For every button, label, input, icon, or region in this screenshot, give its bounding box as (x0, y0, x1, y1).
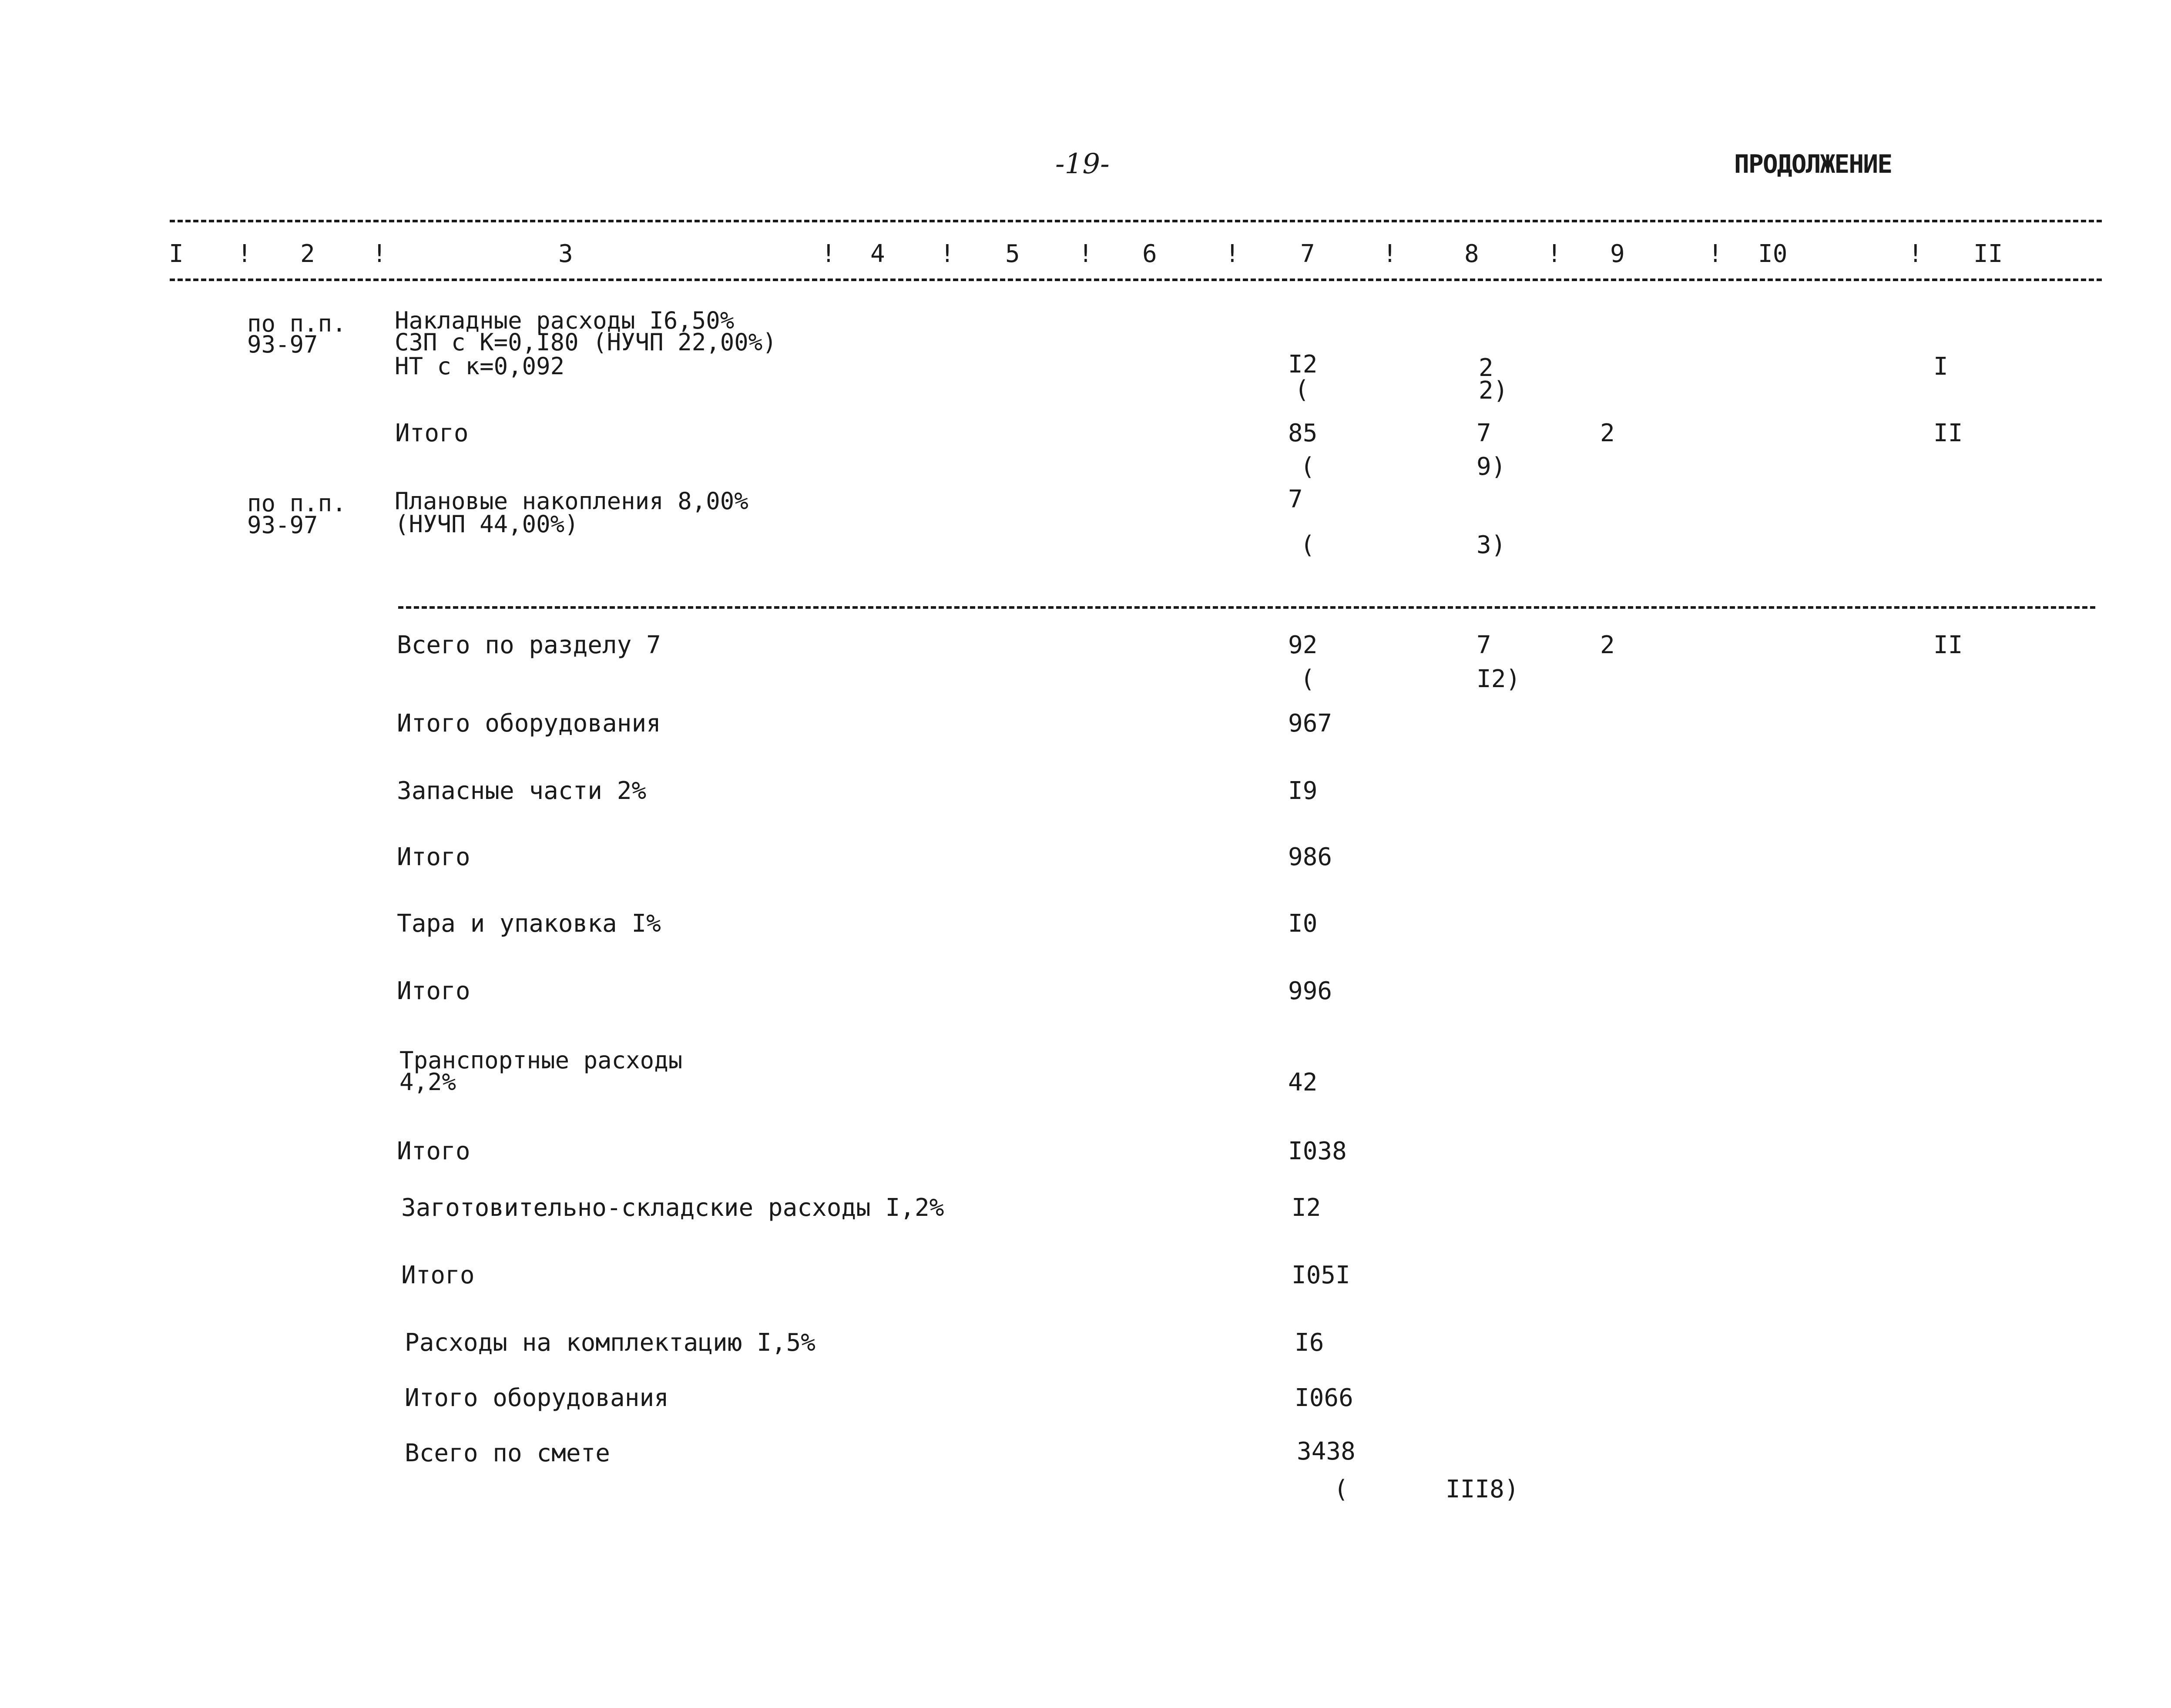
column-header-11: II (1973, 240, 2003, 268)
cell-col8: III8) (1446, 1475, 1519, 1503)
column-header-4: 4 (870, 240, 885, 268)
cell-col8: 7 (1476, 631, 1491, 659)
cell-col8: 7 (1476, 419, 1491, 447)
row-label-line2: (НУЧП 44,00%) (395, 510, 579, 538)
reference-items: 93-97 (247, 331, 318, 358)
cell-col7: I0 (1288, 909, 1318, 938)
row-label: Итого (401, 1261, 475, 1289)
column-separator: ! (1708, 240, 1723, 268)
cell-col7: 986 (1288, 843, 1332, 871)
row-label-line3: НТ с к=0,092 (395, 352, 565, 380)
row-label: Всего по смете (405, 1439, 611, 1467)
column-header-7: 7 (1300, 240, 1315, 268)
cell-col11: II (1933, 631, 1963, 659)
row-label-line2: СЗП с К=0,I80 (НУЧП 22,00%) (395, 329, 777, 356)
reference-label: по п.п. (247, 490, 346, 517)
row-label: Итого (395, 419, 469, 447)
row-label: Запасные части 2% (397, 777, 647, 805)
page-heading: ПРОДОЛЖЕНИЕ (1734, 149, 1892, 179)
column-header-5: 5 (1005, 240, 1020, 268)
page-number: -19- (1055, 148, 1110, 180)
column-header-8: 8 (1464, 240, 1479, 268)
row-label: Итого оборудования (405, 1384, 669, 1412)
cell-col8-paren: 2) (1479, 376, 1508, 405)
cell-col7: 42 (1288, 1068, 1318, 1097)
column-separator: ! (1382, 240, 1397, 268)
cell-col7-paren: ( (1300, 453, 1315, 481)
column-separator: ! (1547, 240, 1562, 268)
reference-items: 93-97 (247, 511, 318, 539)
cell-col7-paren: ( (1295, 376, 1309, 404)
column-separator: ! (1225, 240, 1240, 268)
column-header-6: 6 (1142, 240, 1157, 268)
cell-col11: I (1933, 352, 1948, 381)
cell-col7: I2 (1292, 1194, 1321, 1222)
cell-col7-paren: ( (1300, 531, 1315, 559)
section-rule (398, 606, 2095, 609)
cell-col8-paren: I2) (1476, 665, 1521, 693)
column-header-1: I (169, 240, 184, 268)
row-label: Накладные расходы I6,50% (395, 307, 735, 334)
column-header-2: 2 (300, 240, 315, 268)
column-separator: ! (821, 240, 836, 268)
cell-col7: I9 (1288, 777, 1318, 805)
column-separator: ! (1908, 240, 1923, 268)
cell-col8: 3) (1476, 531, 1506, 559)
cell-col8-paren: 9) (1476, 453, 1506, 481)
header-top-rule (170, 220, 2102, 222)
row-label: Итого (397, 977, 470, 1005)
reference-label: по п.п. (247, 310, 346, 337)
cell-col7: 996 (1288, 977, 1332, 1005)
cell-col7: 967 (1288, 709, 1332, 738)
row-label: Итого (397, 843, 470, 871)
cell-col9: 2 (1600, 419, 1615, 447)
cell-col7: 7 (1288, 485, 1303, 513)
row-label: Заготовительно-складские расходы I,2% (401, 1194, 944, 1222)
column-separator: ! (1078, 240, 1093, 268)
row-label: Всего по разделу 7 (397, 631, 661, 659)
row-label-line2: 4,2% (399, 1068, 456, 1096)
column-separator: ! (237, 240, 252, 268)
column-header-9: 9 (1610, 240, 1625, 268)
row-label: Плановые накопления 8,00% (395, 487, 748, 515)
cell-col7-paren: ( (1334, 1475, 1349, 1503)
cell-col7: I05I (1292, 1261, 1350, 1289)
row-label: Транспортные расходы (399, 1047, 683, 1074)
cell-col7: I6 (1295, 1329, 1324, 1357)
row-label: Тара и упаковка I% (397, 909, 661, 938)
column-header-10: I0 (1758, 240, 1788, 268)
row-label: Расходы на комплектацию I,5% (405, 1329, 816, 1357)
cell-col7: 3438 (1297, 1437, 1356, 1466)
cell-col7: I038 (1288, 1137, 1347, 1165)
column-separator: ! (372, 240, 387, 268)
cell-col7: I066 (1295, 1384, 1353, 1412)
cell-col9: 2 (1600, 631, 1615, 659)
cell-col7: 92 (1288, 631, 1318, 659)
header-bottom-rule (170, 279, 2102, 281)
column-separator: ! (940, 240, 955, 268)
column-header-3: 3 (558, 240, 573, 268)
cell-col8: 2 (1479, 354, 1493, 382)
cell-col7-paren: ( (1300, 665, 1315, 693)
cell-col11: II (1933, 419, 1963, 447)
row-label: Итого оборудования (397, 709, 661, 738)
cell-col7: I2 (1288, 350, 1318, 379)
cell-col7: 85 (1288, 419, 1318, 447)
row-label: Итого (397, 1137, 470, 1165)
